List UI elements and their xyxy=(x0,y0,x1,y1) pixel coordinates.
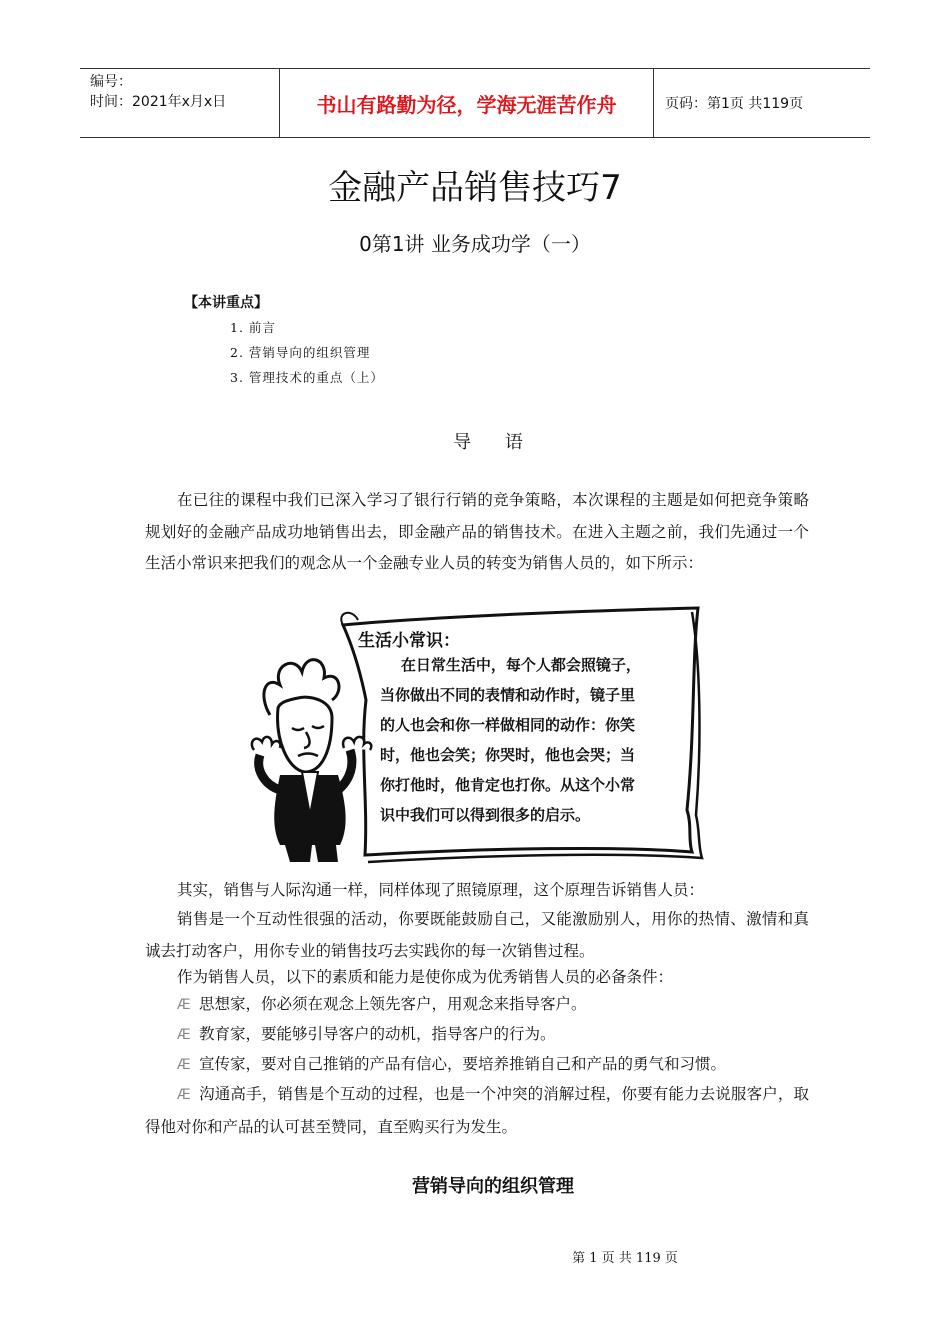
body-paragraph: 作为销售人员，以下的素质和能力是使你成为优秀销售人员的必备条件： xyxy=(177,968,674,986)
header-meta xyxy=(80,69,280,137)
card-line: 在日常生活中，每个人都会照镜子， xyxy=(380,656,641,674)
bullet-marker: Æ xyxy=(177,997,191,1013)
key-point-item: 3. 管理技术的重点（上） xyxy=(230,370,384,385)
bullet-marker: Æ xyxy=(177,1027,191,1043)
card-text xyxy=(380,650,680,830)
bullet-item xyxy=(145,1019,809,1052)
time-label: 时间：2021年x月x日 xyxy=(90,94,227,110)
code-label: 编号： xyxy=(90,74,132,90)
key-points-list xyxy=(230,318,384,393)
bullet-text: 思想家，你必须在观念上领先客户，用观念来指导客户。 xyxy=(199,995,587,1013)
document-title: 金融产品销售技巧7 xyxy=(328,168,622,208)
card-line: 当你做出不同的表情和动作时，镜子里 xyxy=(380,686,636,704)
key-points-heading: 【本讲重点】 xyxy=(184,295,268,311)
bullet-marker: Æ xyxy=(177,1057,191,1073)
intro-paragraph: 在已往的课程中我们已深入学习了银行行销的竞争策略，本次课程的主题是如何把竞争策略规划好的金融产品成功地销售出去，即金融产品的销售技术。在进入主题之前，我们先通过一个生活小常识来把我们的观念从一个金融专业人员的转变为销售人员的，如下所示： xyxy=(145,491,809,572)
body-paragraph: 其实，销售与人际沟通一样，同样体现了照镜原理，这个原理告诉销售人员： xyxy=(177,881,705,899)
bullet-marker: Æ xyxy=(177,1087,191,1103)
header-page-info: 页码：第1页 共119页 xyxy=(665,96,804,112)
section-heading: 营销导向的组织管理 xyxy=(412,1176,574,1197)
cartoon-man xyxy=(252,660,371,862)
key-point-item: 2. 营销导向的组织管理 xyxy=(230,345,371,360)
card-title: 生活小常识： xyxy=(358,631,460,651)
key-point-item: 1. 前言 xyxy=(230,320,276,335)
bullet-item xyxy=(145,1049,809,1082)
bullet-text: 宣传家，要对自己推销的产品有信心，要培养推销自己和产品的勇气和习惯。 xyxy=(199,1055,727,1073)
card-line: 的人也会和你一样做相同的动作：你笑 xyxy=(380,716,636,734)
lecture-title: 0第1讲 业务成功学（一） xyxy=(359,232,591,256)
card-line: 识中我们可以得到很多的启示。 xyxy=(380,806,591,824)
page-header xyxy=(80,68,870,138)
body-paragraph: 销售是一个互动性很强的活动，你要既能鼓励自己，又能激励别人，用你的热情、激情和真诚去打动客户，用你专业的销售技巧去实践你的每一次销售过程。 xyxy=(145,910,809,960)
header-motto: 书山有路勤为径，学海无涯苦作舟 xyxy=(280,69,654,137)
bullet-item xyxy=(145,1079,809,1143)
bullet-item xyxy=(145,989,809,1022)
bullet-text: 教育家，要能够引导客户的动机，指导客户的行为。 xyxy=(199,1025,556,1043)
card-line: 时，他也会笑；你哭时，他也会哭；当 xyxy=(380,746,636,764)
page-footer: 第 1 页 共 119 页 xyxy=(572,1251,678,1266)
card-line: 你打他时，他肯定也打你。从这个小常 xyxy=(380,776,636,794)
intro-heading: 导 语 xyxy=(453,432,537,453)
bullet-text: 沟通高手，销售是个互动的过程，也是一个冲突的消解过程，你要有能力去说服客户，取得他对你和产品的认可甚至赞同，直至购买行为发生。 xyxy=(145,1085,809,1136)
